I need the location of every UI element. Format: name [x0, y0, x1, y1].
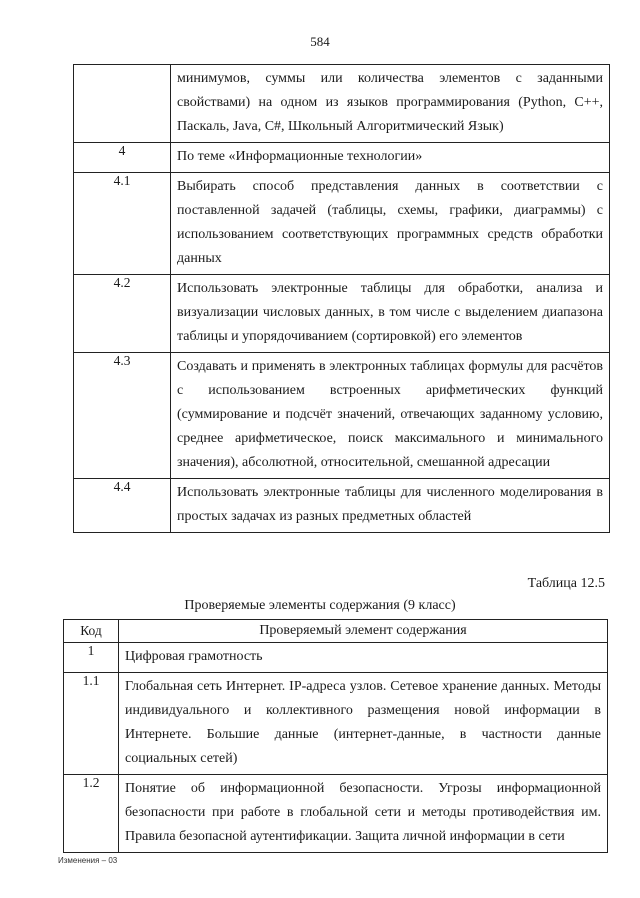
- table-label: Таблица 12.5: [527, 576, 605, 591]
- row-code: 4.3: [74, 353, 171, 479]
- table-row: [64, 673, 608, 775]
- row-text: Создавать и применять в электронных таблицах формулы для расчётов с использованием встроенных арифметических функций (суммирование и подсчёт значений, отвечающих заданному условию, среднее арифметическое, поиск максимального и минимального значения), абсолютной, относительной, смешанной адресации: [177, 359, 603, 470]
- footer-revision: Изменения – 03: [58, 856, 118, 865]
- row-text: По теме «Информационные технологии»: [177, 149, 423, 164]
- table-row: [64, 643, 608, 673]
- row-text: минимумов, суммы или количества элементов с заданными свойствами) на одном из языков программирования (Python, C++, Паскаль, Java, C#, Школьный Алгоритмический Язык): [177, 71, 603, 134]
- page-number: 584: [310, 34, 330, 49]
- row-text: Цифровая грамотность: [125, 649, 263, 664]
- row-code: 1: [64, 643, 119, 673]
- requirements-table-continued: [73, 64, 610, 533]
- table-row: [74, 353, 610, 479]
- row-code: 4.1: [74, 173, 171, 275]
- table-header-row: [64, 620, 608, 643]
- table-row: [74, 479, 610, 533]
- row-text: Использовать электронные таблицы для численного моделирования в простых задачах из разных предметных областей: [177, 485, 603, 524]
- row-text: Глобальная сеть Интернет. IP-адреса узлов. Сетевое хранение данных. Методы индивидуального и коллективного размещения новой информации в Интернете. Большие данные (интернет-данные, в частности данные социальных сетей): [125, 679, 601, 766]
- table-row: [64, 775, 608, 853]
- table-row: [74, 143, 610, 173]
- header-code: Код: [64, 620, 119, 643]
- header-element: Проверяемый элемент содержания: [119, 620, 608, 643]
- row-code: 1.2: [64, 775, 119, 853]
- row-code: 4: [74, 143, 171, 173]
- row-text: Понятие об информационной безопасности. Угрозы информационной безопасности при работе в глобальной сети и методы противодействия им. Правила безопасной аутентификации. Защита личной информации в сети: [125, 781, 601, 844]
- row-code: 4.2: [74, 275, 171, 353]
- row-text: Выбирать способ представления данных в соответствии с поставленной задачей (таблицы, схемы, графики, диаграммы) с использованием соответствующих программных средств обработки данных: [177, 179, 603, 266]
- table-row: [74, 173, 610, 275]
- row-code: [74, 65, 171, 143]
- row-code: 1.1: [64, 673, 119, 775]
- content-elements-table: [63, 619, 608, 853]
- row-code: 4.4: [74, 479, 171, 533]
- row-text: Использовать электронные таблицы для обработки, анализа и визуализации числовых данных, в том числе с выделением диапазона таблицы и упорядочиванием (сортировкой) его элементов: [177, 281, 603, 344]
- table-row: [74, 65, 610, 143]
- table-row: [74, 275, 610, 353]
- table-caption: Проверяемые элементы содержания (9 класс): [184, 598, 456, 613]
